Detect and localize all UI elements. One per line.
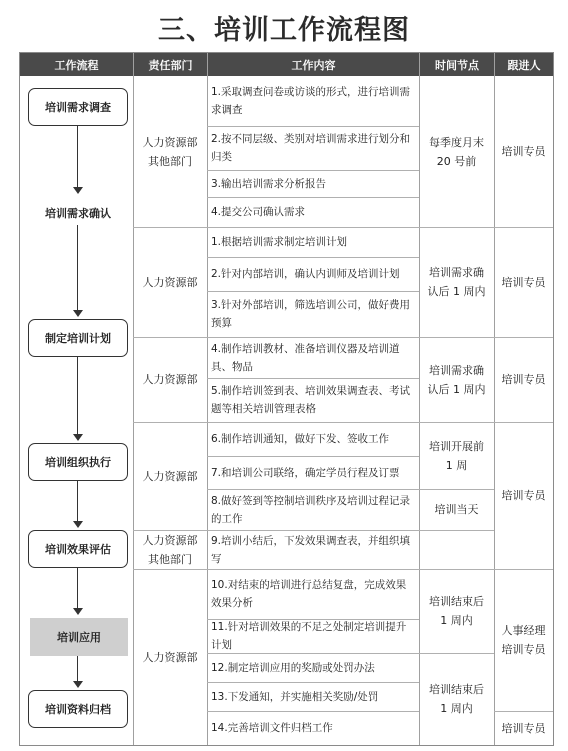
- task-item: 9.培训小结后，下发效果调查表，并组织填写: [211, 534, 411, 565]
- time-node: 培训当天: [434, 503, 479, 516]
- task-item: 14.完善培训文件归档工作: [211, 722, 333, 734]
- flow-arrow: [77, 481, 78, 522]
- task-item: 5.制作培训签到表、培训效果调查表、考试题等相关培训管理表格: [211, 385, 411, 415]
- task-item: 8.做好签到等控制培训秩序及培训过程记录的工作: [211, 494, 411, 525]
- flow-arrow: [77, 225, 78, 311]
- dept-cell: 人力资源部: [142, 275, 198, 289]
- time-node: 培训结束后 1 周内: [429, 595, 484, 627]
- task-item: 2.按不同层级、类别对培训需求进行划分和归类: [211, 133, 411, 163]
- header-content: 工作内容: [208, 53, 419, 76]
- flow-step-evaluate: 培训效果评估: [28, 530, 128, 568]
- task-item: 4.制作培训教材、准备培训仪器及培训道具、物品: [211, 342, 400, 373]
- flow-arrow-head: [73, 681, 83, 688]
- follower-cell: 人事经理 培训专员: [501, 624, 546, 656]
- dept-cell: 人力资源部 其他部门: [142, 135, 198, 168]
- task-item: 3.针对外部培训，筛选培训公司，做好费用预算: [211, 299, 411, 329]
- flow-arrow-head: [73, 521, 83, 528]
- flow-arrow-head: [73, 187, 83, 194]
- task-item: 13.下发通知，并实施相关奖励/处罚: [211, 690, 379, 703]
- flow-arrow: [77, 656, 78, 682]
- dept-cell: 人力资源部: [142, 650, 198, 664]
- header-time: 时间节点: [420, 53, 494, 76]
- task-item: 1.根据培训需求制定培训计划: [211, 236, 348, 248]
- flow-arrow-head: [73, 434, 83, 441]
- task-item: 11.针对培训效果的不足之处制定培训提升计划: [211, 621, 407, 651]
- header-dept: 责任部门: [134, 53, 207, 76]
- flow-arrow: [77, 357, 78, 435]
- header-flow: 工作流程: [20, 53, 133, 76]
- flow-step-apply: 培训应用: [30, 618, 128, 656]
- process-table: [19, 52, 554, 746]
- task-item: 3.输出培训需求分析报告: [211, 177, 327, 190]
- flow-step-execute: 培训组织执行: [28, 443, 128, 481]
- task-item: 6.制作培训通知，做好下发、签收工作: [211, 433, 390, 445]
- time-node: 培训需求确 认后 1 周内: [427, 266, 486, 298]
- dept-cell: 人力资源部: [142, 469, 198, 483]
- flow-step-plan: 制定培训计划: [28, 319, 128, 357]
- time-node: 每季度月末 20 号前: [429, 135, 484, 168]
- task-item: 2.针对内部培训，确认内训师及培训计划: [211, 268, 400, 280]
- task-item: 4.提交公司确认需求: [211, 206, 306, 218]
- time-node: 培训需求确 认后 1 周内: [427, 363, 486, 396]
- follower-cell: 培训专员: [501, 145, 546, 158]
- follower-cell: 培训专员: [501, 489, 546, 502]
- task-item: 12.制定培训应用的奖励或处罚办法: [211, 661, 375, 674]
- header-follow: 跟进人: [495, 53, 553, 76]
- task-item: 7.和培训公司联络，确定学员行程及订票: [211, 466, 400, 479]
- time-node: 培训开展前 1 周: [429, 439, 484, 472]
- flow-step-needs-confirm: 培训需求确认: [45, 207, 111, 220]
- follower-cell: 培训专员: [501, 373, 546, 386]
- task-item: 10.对结束的培训进行总结复盘，完成效果效果分析: [211, 579, 407, 609]
- flow-step-needs-survey: 培训需求调查: [28, 88, 128, 126]
- dept-cell: 人力资源部 其他部门: [142, 533, 198, 566]
- flow-arrow-head: [73, 608, 83, 615]
- dept-cell: 人力资源部: [142, 373, 198, 386]
- follower-cell: 培训专员: [501, 275, 546, 289]
- flow-arrow: [77, 126, 78, 188]
- flow-arrow: [77, 568, 78, 609]
- flow-arrow-head: [73, 310, 83, 317]
- follower-cell: 培训专员: [501, 721, 546, 735]
- time-node: 培训结束后 1 周内: [429, 683, 484, 715]
- task-item: 1.采取调查问卷或访谈的形式，进行培训需求调查: [211, 86, 411, 116]
- page-title: 三、培训工作流程图: [158, 15, 410, 46]
- flow-step-archive: 培训资料归档: [28, 690, 128, 728]
